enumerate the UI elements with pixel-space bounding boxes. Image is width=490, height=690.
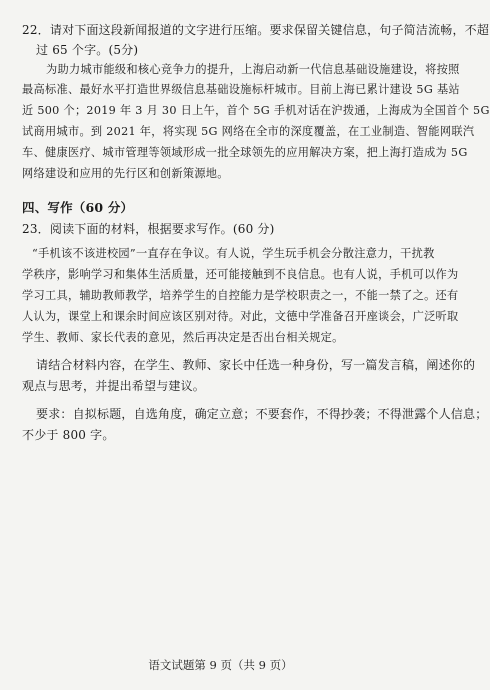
q22-passage-line-1: 为助力城市能级和核心竞争力的提升，上海启动新一代信息基础设施建设，将按照	[46, 63, 460, 76]
q23-task-line-2: 观点与思考，并提出希望与建议。	[22, 379, 206, 393]
q23-requirements-line-2: 不少于 800 字。	[22, 428, 115, 442]
q23-material-line-1: “手机该不该进校园”一直存在争议。有人说，学生玩手机会分散注意力，干扰教	[32, 247, 435, 260]
q22-passage-line-2: 最高标准、最好水平打造世界级信息基础设施标杆城市。目前上海已累计建设 5G 基站	[22, 83, 460, 96]
q22-prompt-line-2: 过 65 个字。(5分)	[36, 43, 139, 57]
q22-passage-line-3: 近 500 个；2019 年 3 月 30 日上午，首个 5G 手机对话在沪拨通，上海成为全国首个 5G	[22, 104, 490, 117]
q22-prompt-line-1: 22．请对下面这段新闻报道的文字进行压缩。要求保留关键信息，句子简洁流畅，不超	[22, 23, 490, 37]
section-writing-title: 四、写作（60 分）	[22, 200, 134, 215]
q23-material-line-3: 学习工具，辅助教师教学，培养学生的自控能力是学校职责之一，不能一禁了之。还有	[22, 289, 459, 302]
q22-passage-line-6: 网络建设和应用的先行区和创新策源地。	[22, 167, 229, 180]
q23-task-line-1: 请结合材料内容，在学生、教师、家长中任选一种身份，写一篇发言稿，阐述你的	[36, 358, 476, 372]
q22-passage-line-4: 试商用城市。到 2021 年，将实现 5G 网络在全市的深度覆盖，在工业制造、智能网联汽	[22, 125, 475, 138]
q23-requirements-line-1: 要求：自拟标题，自选角度，确定立意；不要套作，不得抄袭；不得泄露个人信息；	[36, 407, 488, 421]
page-footer: 语文试题第 9 页（共 9 页）	[148, 658, 293, 672]
q23-material-line-2: 学秩序，影响学习和集体生活质量，还可能接触到不良信息。也有人说，手机可以作为	[22, 268, 459, 281]
q23-material-line-5: 学生、教师、家长代表的意见，然后再决定是否出台相关规定。	[22, 331, 344, 344]
q23-prompt: 23．阅读下面的材料，根据要求写作。(60 分)	[22, 222, 275, 236]
q22-passage-line-5: 车、健康医疗、城市管理等领域形成一批全球领先的应用解决方案，把上海打造成为 5G	[22, 146, 468, 159]
q23-material-line-4: 人认为，课堂上和课余时间应该区别对待。对此，文德中学准备召开座谈会，广泛听取	[22, 310, 459, 323]
